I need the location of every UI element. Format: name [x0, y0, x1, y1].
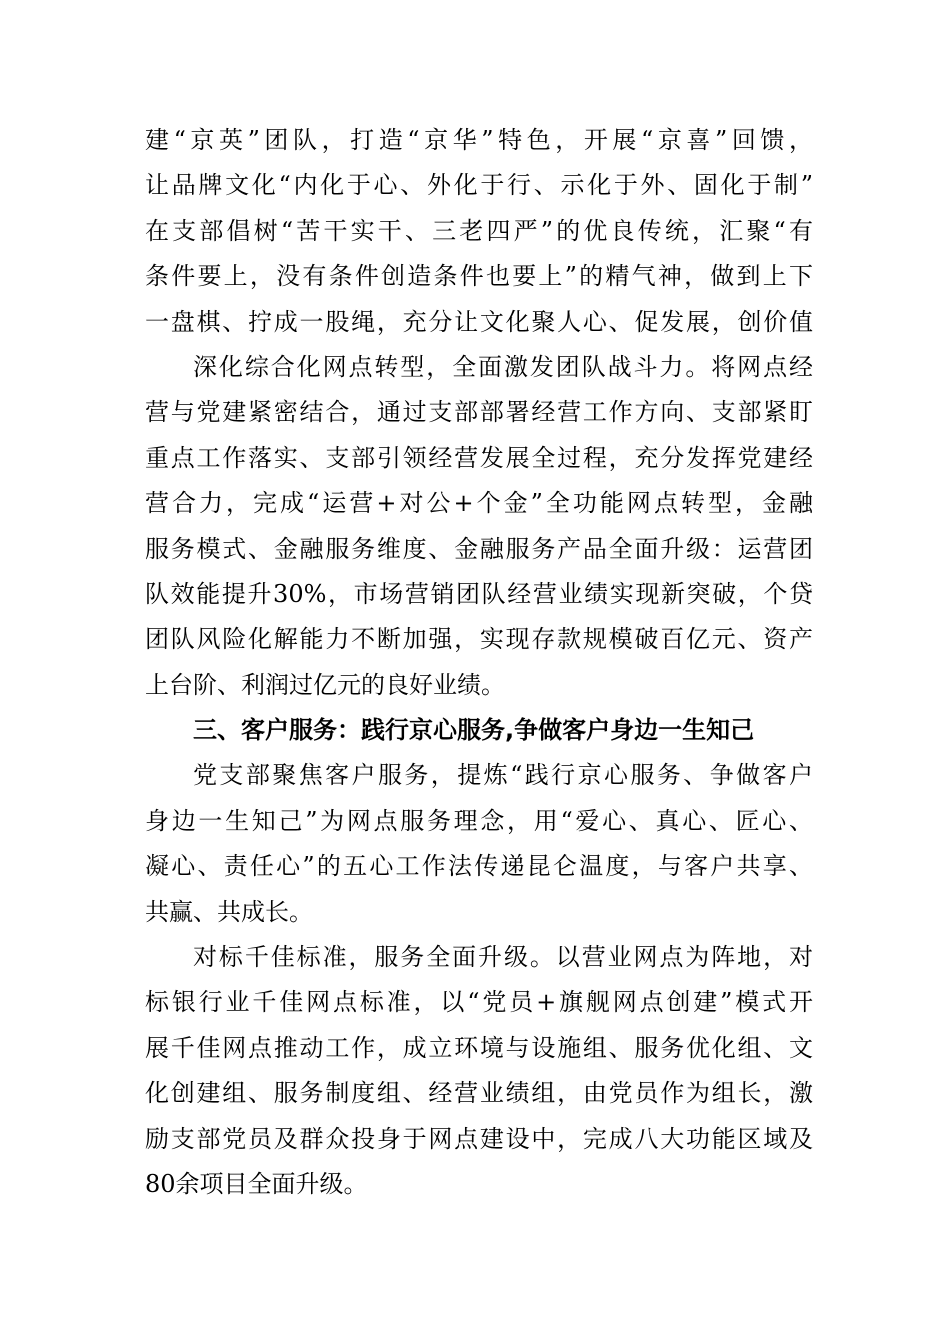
- text-line: 身边一生知己”为网点服务理念，用“爱心、真心、匠心、: [145, 806, 813, 835]
- text-line: 励支部党员及群众投身于网点建设中，完成八大功能区域及: [145, 1124, 813, 1153]
- paragraph-brand-culture: [145, 118, 813, 345]
- text-line: 80余项目全面升级。: [145, 1169, 368, 1198]
- text-line: 党支部聚焦客户服务，提炼“践行京心服务、争做客户: [193, 761, 813, 790]
- text-line: 重点工作落实、支部引领经营发展全过程，充分发挥党建经: [145, 443, 813, 472]
- text-line: 化创建组、服务制度组、经营业绩组，由党员作为组长，激: [145, 1079, 813, 1108]
- text-line: 一盘棋、拧成一股绳，充分让文化聚人心、促发展，创价值: [145, 307, 813, 336]
- text-line: 标银行业千佳网点标准，以“党员+旗舰网点创建”模式开: [145, 988, 813, 1017]
- text-line: 共赢、共成长。: [145, 897, 313, 926]
- text-line: 营与党建紧密结合，通过支部部署经营工作方向、支部紧盯: [145, 398, 813, 427]
- text-line: 深化综合化网点转型，全面激发团队战斗力。将网点经: [193, 352, 813, 381]
- text-line: 在支部倡树“苦干实干、三老四严”的优良传统，汇聚“有: [145, 216, 813, 245]
- section-heading: 三、客户服务：践行京心服务,争做客户身边一生知己: [193, 716, 755, 745]
- text-line: 营合力，完成“运营+对公+个金”全功能网点转型，金融: [145, 489, 813, 518]
- document-body: [145, 118, 813, 1207]
- paragraph-customer-service: [145, 753, 813, 935]
- text-line: 让品牌文化“内化于心、外化于行、示化于外、固化于制”: [145, 171, 813, 200]
- text-line: 团队风险化解能力不断加强，实现存款规模破百亿元、资产: [145, 625, 813, 654]
- paragraph-outlet-transformation: [145, 345, 813, 708]
- text-line: 上台阶、利润过亿元的良好业绩。: [145, 670, 505, 699]
- text-line: 对标千佳标准，服务全面升级。以营业网点为阵地，对: [193, 943, 813, 972]
- paragraph-service-upgrade: [145, 935, 813, 1207]
- text-line: 队效能提升30%，市场营销团队经营业绩实现新突破，个贷: [145, 579, 813, 608]
- text-line: 服务模式、金融服务维度、金融服务产品全面升级：运营团: [145, 534, 813, 563]
- text-line: 展千佳网点推动工作，成立环境与设施组、服务优化组、文: [145, 1033, 813, 1062]
- text-line: 凝心、责任心”的五心工作法传递昆仑温度，与客户共享、: [145, 852, 813, 881]
- text-line: 条件要上，没有条件创造条件也要上”的精气神，做到上下: [145, 262, 813, 291]
- text-line: 建“京英”团队，打造“京华”特色，开展“京喜”回馈，: [145, 126, 813, 154]
